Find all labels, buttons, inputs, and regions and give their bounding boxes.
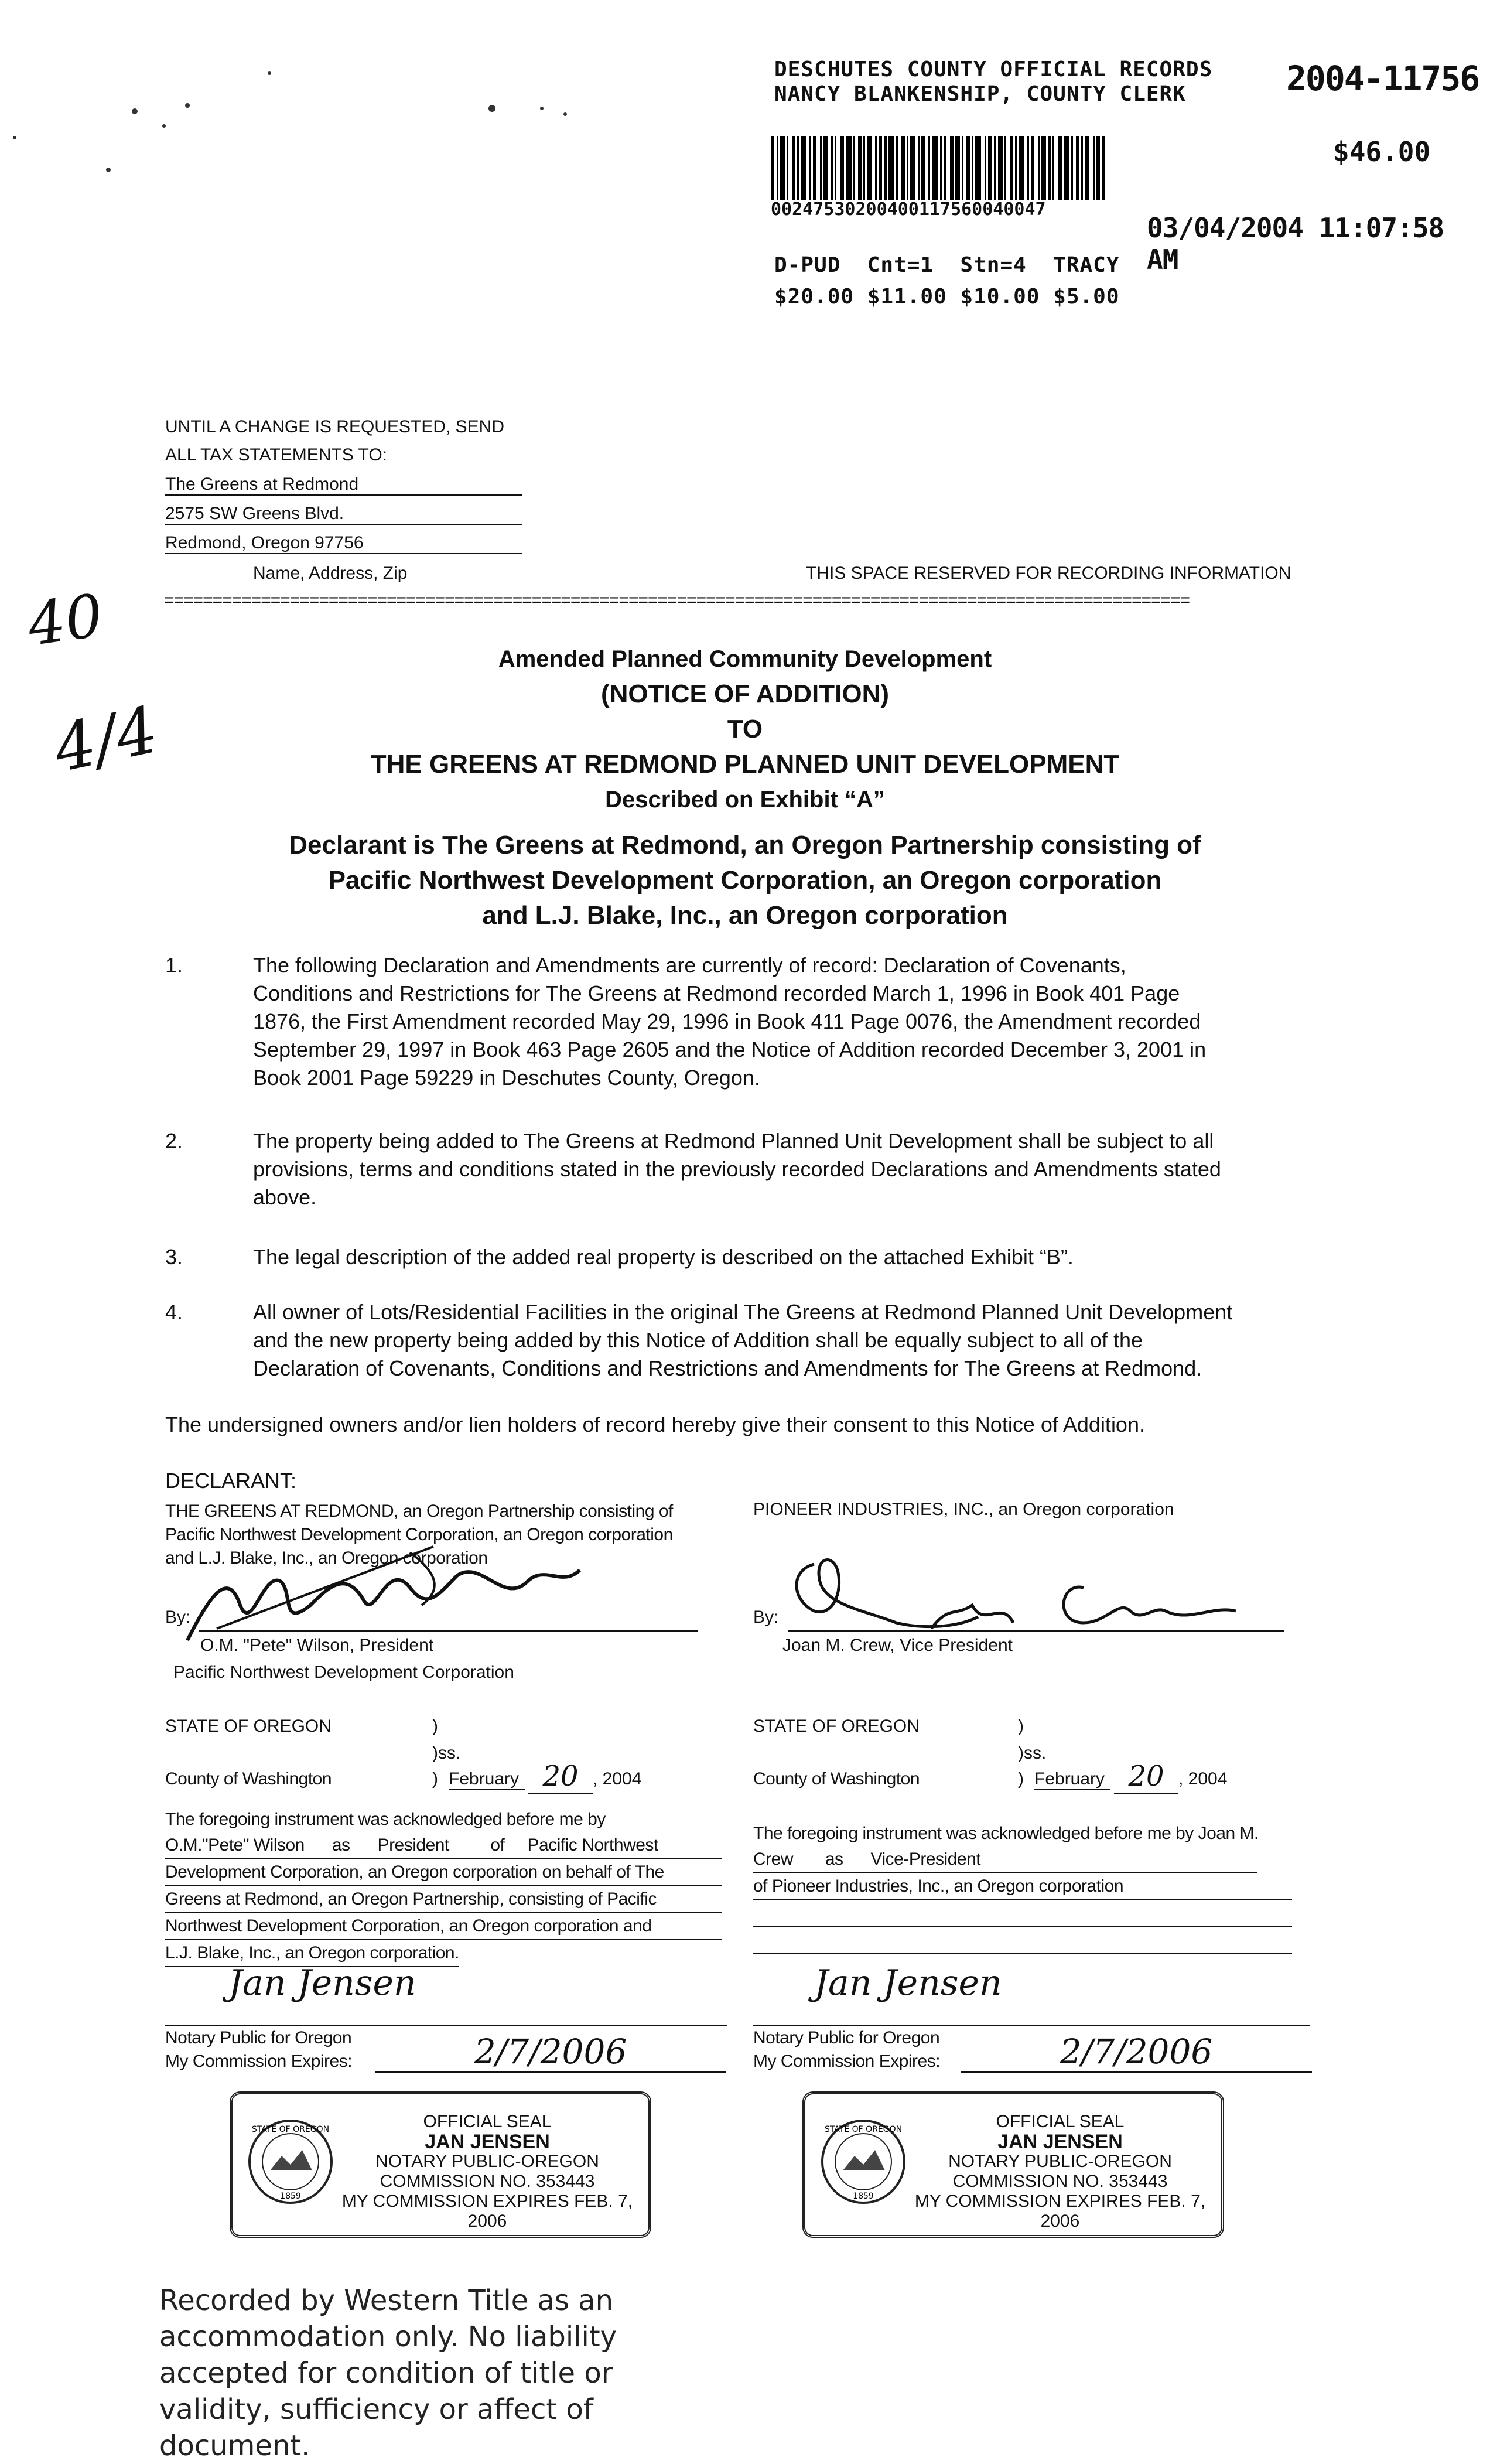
left-ack-line: O.M."Pete" Wilson as President of Pacific Northwest [165, 1832, 722, 1859]
stamp-line: accommodation only. No liability [159, 2320, 617, 2353]
item-1-line: The following Declaration and Amendments are currently of record: Declaration of Covenants, [253, 953, 1126, 977]
item-4-line: Declaration of Covenants, Conditions and Restrictions and Amendments for The Greens at Redmond. [253, 1356, 1202, 1380]
left-ack-line: Development Corporation, an Oregon corporation on behalf of The [165, 1859, 722, 1886]
item-4-line: and the new property being added by this Notice of Addition shall be equally subject to all of the [253, 1328, 1143, 1352]
left-ack-line: Northwest Development Corporation, an Oregon corporation and [165, 1913, 722, 1940]
seal-line: OFFICIAL SEAL [996, 2112, 1125, 2131]
left-notary-ack [165, 1807, 722, 1967]
barcode-number: 00247530200400117560040047 [771, 199, 1046, 220]
right-seal-emblem [819, 2118, 907, 2209]
right-notary-year: , 2004 [1178, 1769, 1228, 1789]
left-seal-emblem-top: STATE OF OREGON [251, 2125, 330, 2134]
barcode [771, 136, 1239, 200]
left-expires-label: My Commission Expires: [165, 2052, 353, 2071]
item-3-number: 3. [165, 1245, 183, 1269]
seal-line: NOTARY PUBLIC-OREGON [948, 2152, 1172, 2171]
item-1-number: 1. [165, 953, 183, 977]
left-ack-line: Greens at Redmond, an Oregon Partnership, consisting of Pacific [165, 1886, 722, 1913]
seal-line: COMMISSION NO. 353443 [952, 2172, 1168, 2191]
right-notary-signature: Jan Jensen [814, 1963, 1002, 2004]
right-notary-seal [802, 2091, 1224, 2238]
title-line2: (NOTICE OF ADDITION) [600, 680, 890, 708]
item-2-line: The property being added to The Greens at Redmond Planned Unit Development shall be subject to all [253, 1129, 1214, 1153]
tax-instructions-line2: ALL TAX STATEMENTS TO: [165, 445, 387, 465]
right-ack-line: of Pioneer Industries, Inc., an Oregon corporation [753, 1873, 1292, 1900]
item-4-text [253, 1298, 1313, 1383]
seal-line: MY COMMISSION EXPIRES FEB. 7, 2006 [341, 2192, 633, 2231]
title-company-stamp [159, 2282, 617, 2464]
recorder-line1: DESCHUTES COUNTY OFFICIAL RECORDS [774, 57, 1213, 81]
right-ack-line: Crew as Vice-President [753, 1847, 1257, 1873]
recorder-line2: NANCY BLANKENSHIP, COUNTY CLERK [774, 82, 1186, 106]
title-line3: TO [727, 715, 763, 743]
left-notary-month: February [449, 1769, 525, 1790]
left-entity-line: THE GREENS AT REDMOND, an Oregon Partnership consisting of [165, 1501, 673, 1521]
right-notary-label: Notary Public for Oregon [753, 2028, 940, 2047]
left-ack-line: L.J. Blake, Inc., an Oregon corporation. [165, 1940, 459, 1967]
item-1-line: Conditions and Restrictions for The Greens at Redmond recorded March 1, 1996 in Book 401 Page [253, 981, 1180, 1005]
left-notary-state: STATE OF OREGON [165, 1716, 332, 1736]
item-3-line: The legal description of the added real property is described on the attached Exhibit “B”. [253, 1245, 1074, 1269]
right-seal-text [911, 2112, 1209, 2231]
recording-space-caption: THIS SPACE RESERVED FOR RECORDING INFORMATION [806, 564, 1291, 583]
left-notary-year: , 2004 [593, 1769, 642, 1789]
left-seal-emblem [247, 2118, 334, 2209]
right-notary-paren3: ) [1018, 1769, 1024, 1789]
item-2-line: provisions, terms and conditions stated in the previously recorded Declarations and Amendments stated [253, 1157, 1221, 1181]
left-entity-line: Pacific Northwest Development Corporation, an Oregon corporation [165, 1525, 673, 1544]
item-1-line: 1876, the First Amendment recorded May 29, 1996 in Book 411 Page 0076, the Amendment recorded [253, 1009, 1201, 1033]
left-notary-paren3: ) [432, 1769, 438, 1789]
title-line4: THE GREENS AT REDMOND PLANNED UNIT DEVELOPMENT [370, 750, 1120, 779]
recording-datetime: 03/04/2004 11:07:58 AM [1147, 212, 1444, 275]
seal-line: NOTARY PUBLIC-OREGON [375, 2152, 599, 2171]
right-signer-name: Joan M. Crew, Vice President [782, 1636, 1013, 1655]
seal-line: JAN JENSEN [425, 2131, 550, 2153]
left-seal-text [338, 2112, 637, 2231]
speck-marks [0, 0, 586, 187]
item-3-text [253, 1243, 1313, 1271]
right-signature [779, 1547, 1248, 1649]
tax-city: Redmond, Oregon 97756 [165, 533, 522, 554]
recording-codes: D-PUD Cnt=1 Stn=4 TRACY [774, 253, 1120, 277]
seal-line: COMMISSION NO. 353443 [380, 2172, 595, 2191]
title-line1: Amended Planned Community Development [498, 646, 992, 672]
left-notary-sig-line [165, 2025, 727, 2026]
right-notary-sig-line [753, 2025, 1310, 2026]
left-ack-lead: The foregoing instrument was acknowledged before me by [165, 1810, 606, 1829]
right-notary-ss: )ss. [1018, 1743, 1047, 1763]
right-seal-emblem-top: STATE OF OREGON [824, 2125, 903, 2134]
left-seal-emblem-year: 1859 [280, 2192, 301, 2201]
right-notary-month: February [1034, 1769, 1110, 1790]
margin-note-fraction: 4/4 [47, 691, 165, 787]
right-notary-county: County of Washington [753, 1769, 920, 1789]
tax-instructions-line1: UNTIL A CHANGE IS REQUESTED, SEND [165, 417, 505, 436]
left-by-label: By: [165, 1608, 191, 1627]
title-line6: Declarant is The Greens at Redmond, an Oregon Partnership consisting of [289, 831, 1201, 859]
item-1-line: Book 2001 Page 59229 in Deschutes County, Oregon. [253, 1066, 760, 1090]
left-expires-date: 2/7/2006 [375, 2032, 726, 2073]
seal-line: MY COMMISSION EXPIRES FEB. 7, 2006 [914, 2192, 1206, 2231]
consent-statement: The undersigned owners and/or lien holders of record hereby give their consent to this Notice of Addition. [165, 1412, 1145, 1436]
right-expires-date: 2/7/2006 [961, 2032, 1312, 2073]
left-seal-emblem-svg [247, 2118, 334, 2206]
stamp-line: accepted for condition of title or [159, 2357, 613, 2390]
item-1-line: September 29, 1997 in Book 463 Page 2605 and the Notice of Addition recorded December 3, 2001 in [253, 1038, 1207, 1062]
title-line5: Described on Exhibit “A” [605, 787, 885, 813]
right-notary-paren1: ) [1018, 1716, 1024, 1736]
right-signature-svg [779, 1547, 1248, 1646]
stamp-line: Recorded by Western Title as an [159, 2284, 613, 2317]
left-notary-paren1: ) [432, 1716, 438, 1736]
right-notary-day: 20 [1114, 1760, 1178, 1794]
document-number: 2004-11756 [1286, 59, 1479, 98]
title-line7: Pacific Northwest Development Corporation, an Oregon corporation [328, 866, 1162, 895]
title-line8: and L.J. Blake, Inc., an Oregon corporation [482, 901, 1008, 930]
declarant-label: DECLARANT: [165, 1469, 297, 1493]
right-expires-label: My Commission Expires: [753, 2052, 941, 2071]
item-4-number: 4. [165, 1300, 183, 1324]
right-ack-blank [753, 1927, 1292, 1954]
total-fee: $46.00 [1333, 136, 1431, 168]
tax-address: 2575 SW Greens Blvd. [165, 504, 522, 525]
right-ack-blank [753, 1900, 1292, 1927]
right-entity: PIONEER INDUSTRIES, INC., an Oregon corporation [753, 1500, 1174, 1519]
left-signer-company: Pacific Northwest Development Corporation [173, 1663, 514, 1682]
right-seal-emblem-year: 1859 [853, 2192, 874, 2201]
tax-name: The Greens at Redmond [165, 475, 522, 496]
item-1-text [253, 951, 1313, 1092]
item-4-line: All owner of Lots/Residential Facilities in the original The Greens at Redmond Planned Unit Development [253, 1300, 1233, 1324]
left-signature-svg [176, 1535, 586, 1652]
margin-note-number: 40 [23, 581, 107, 660]
divider-line: ========================================================================================================== [164, 591, 1190, 610]
recording-fees: $20.00 $11.00 $10.00 $5.00 [774, 285, 1120, 309]
right-notary-ack [753, 1821, 1310, 1954]
left-signer-name: O.M. "Pete" Wilson, President [200, 1636, 434, 1655]
left-notary-label: Notary Public for Oregon [165, 2028, 352, 2047]
seal-line: OFFICIAL SEAL [423, 2112, 552, 2131]
item-2-text [253, 1127, 1313, 1211]
left-notary-county: County of Washington [165, 1769, 332, 1789]
seal-line: JAN JENSEN [997, 2131, 1123, 2153]
left-notary-seal [230, 2091, 651, 2238]
right-notary-state: STATE OF OREGON [753, 1716, 920, 1736]
left-notary-day: 20 [528, 1760, 593, 1794]
left-notary-signature: Jan Jensen [228, 1963, 416, 2004]
left-notary-ss: )ss. [432, 1743, 461, 1763]
item-2-line: above. [253, 1185, 317, 1209]
stamp-line: document. [159, 2429, 310, 2462]
right-by-label: By: [753, 1608, 779, 1627]
speck-marks-svg [0, 0, 586, 187]
stamp-line: validity, sufficiency or affect of [159, 2393, 593, 2426]
item-2-number: 2. [165, 1129, 183, 1153]
right-ack-line: The foregoing instrument was acknowledged before me by Joan M. [753, 1824, 1259, 1843]
left-entity-line: and L.J. Blake, Inc., an Oregon corporation [165, 1548, 488, 1568]
right-seal-emblem-svg [819, 2118, 907, 2206]
tax-caption: Name, Address, Zip [253, 564, 408, 583]
